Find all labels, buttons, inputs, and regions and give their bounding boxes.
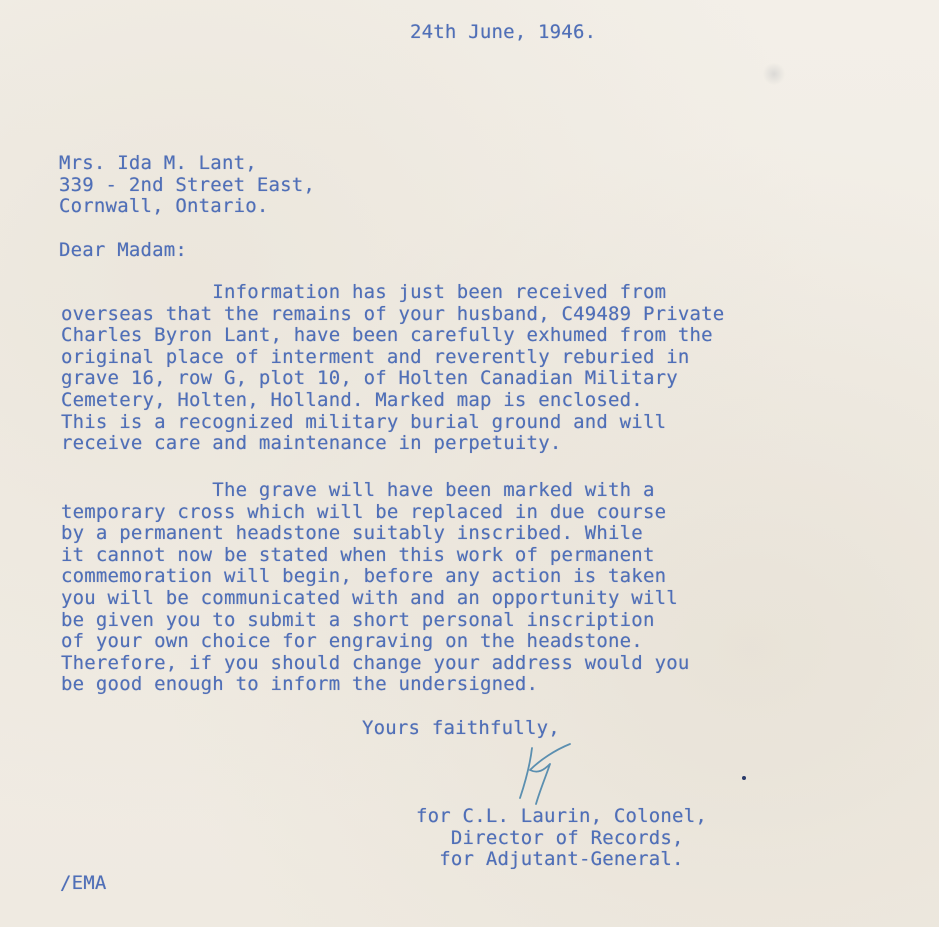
paragraph-line: commemoration will begin, before any action is taken [61,565,667,588]
salutation: Dear Madam: [59,239,188,261]
closing-line: Yours faithfully, [362,717,560,739]
recipient-address [59,153,315,218]
handwritten-signature [500,740,580,810]
paragraph-line: The grave will have been marked with a [61,479,655,501]
paragraph-line: Charles Byron Lant, have been carefully exhumed from the [61,324,713,347]
paragraph-line: you will be communicated with and an opportunity will [61,586,678,609]
paragraph-line: receive care and maintenance in perpetuity. [61,432,562,455]
letter-date: 24th June, 1946. [410,21,597,43]
recipient-city-line: Cornwall, Ontario. [59,195,269,218]
paragraph-line: overseas that the remains of your husband, C49489 Private [61,302,725,325]
paragraph-line: grave 16, row G, plot 10, of Holten Canadian Military [61,367,678,390]
paragraph-line: This is a recognized military burial ground and will [61,410,667,433]
paragraph-line: Therefore, if you should change your address would you [61,651,690,674]
paragraph-line: original place of interment and reverently reburied in [61,345,690,368]
paragraph-exhumation [61,282,724,455]
paragraph-line: Information has just been received from [61,281,667,303]
paragraph-line: be good enough to inform the undersigned. [61,673,539,696]
ink-dot [742,776,746,780]
recipient-street-line: 339 - 2nd Street East, [59,173,316,196]
paragraph-line: it cannot now be stated when this work of permanent [61,543,655,566]
paragraph-headstone [61,480,690,696]
recipient-name-line: Mrs. Ida M. Lant, [59,152,257,174]
paragraph-line: of your own choice for engraving on the headstone. [61,630,643,653]
paragraph-line: temporary cross which will be replaced in due course [61,500,667,523]
paper-smudge [762,63,786,85]
signatory-office-line: for Adjutant-General. [416,848,684,871]
paragraph-line: Cemetery, Holten, Holland. Marked map is enclosed. [61,388,643,411]
signature-block [416,806,707,871]
signatory-line: for C.L. Laurin, Colonel, [416,805,707,827]
typist-initials: /EMA [60,872,107,894]
signatory-title-line: Director of Records, [416,826,684,849]
paragraph-line: be given you to submit a short personal inscription [61,608,655,631]
paragraph-line: by a permanent headstone suitably inscribed. While [61,522,643,545]
